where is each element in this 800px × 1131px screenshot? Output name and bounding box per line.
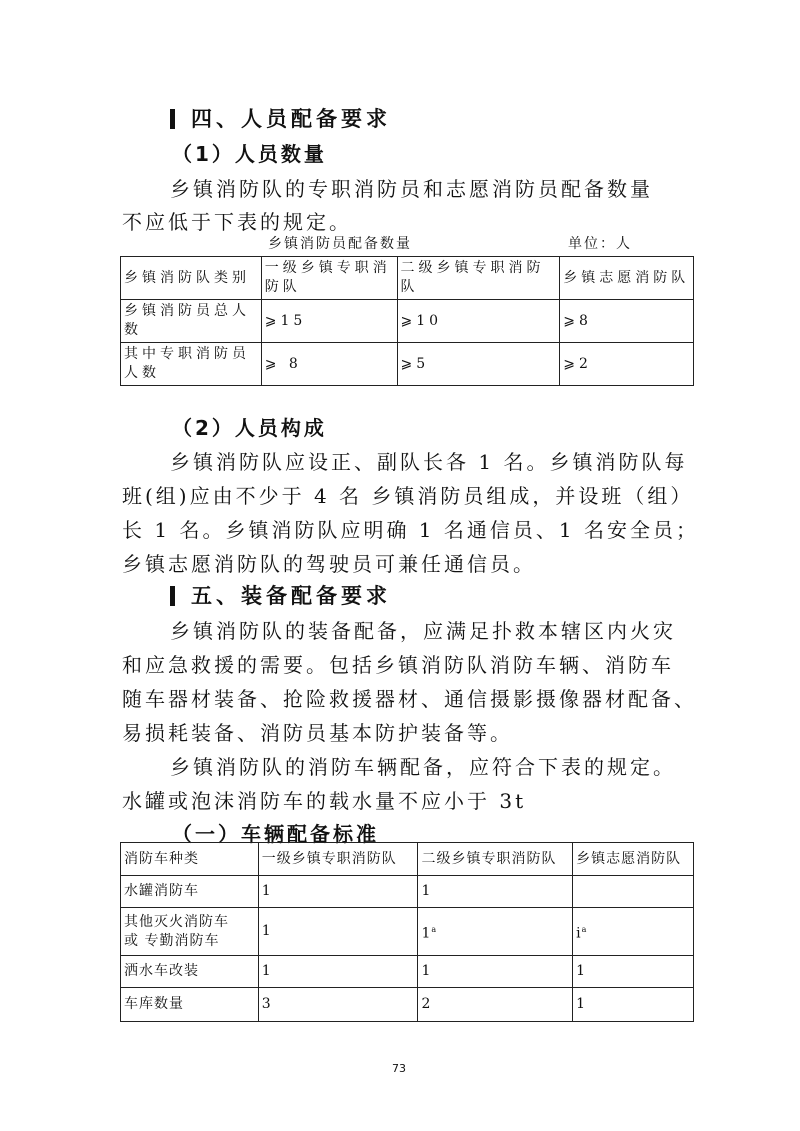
paragraph-line: 易损耗装备、消防员基本防护装备等。	[122, 721, 513, 745]
heading-bar-marker	[170, 109, 175, 129]
subheading-personnel-composition: （2）人员构成	[172, 416, 327, 440]
paragraph-line: 乡镇消防队的专职消防员和志愿消防员配备数量	[170, 177, 653, 201]
table-cell: 1	[573, 956, 694, 988]
table-cell: ⩾10	[397, 300, 560, 343]
table-cell	[573, 908, 694, 956]
personnel-table	[120, 256, 694, 386]
subheading-vehicle-standard: （一）车辆配备标准	[172, 822, 379, 846]
table-row	[121, 908, 694, 956]
section-heading-5	[170, 580, 391, 610]
table-header-cell: 二级乡镇专职消防队	[418, 843, 573, 876]
table-header-cell: 乡镇志愿消防队	[560, 257, 694, 300]
vehicle-table	[120, 842, 694, 1022]
table-cell: 1	[418, 876, 573, 908]
paragraph-line: 班(组)应由不少于 4 名 乡镇消防员组成，并设班（组）	[122, 484, 694, 508]
subheading-personnel-count: （1）人员数量	[172, 142, 327, 166]
paragraph-line: 水罐或泡沫消防车的载水量不应小于 3t	[122, 789, 527, 813]
paragraph-line: 乡镇消防队应设正、副队长各 1 名。乡镇消防队每	[170, 450, 688, 474]
cell-value: 1	[421, 925, 432, 942]
table-cell	[418, 908, 573, 956]
table-cell: ⩾15	[261, 300, 397, 343]
table-row	[121, 876, 694, 908]
table-cell: 水罐消防车	[121, 876, 259, 908]
paragraph-line: 和应急救援的需要。包括乡镇消防队消防车辆、消防车	[122, 653, 674, 677]
paragraph-line: 乡镇志愿消防队的驾驶员可兼任通信员。	[122, 552, 536, 576]
table-cell: ⩾5	[397, 343, 560, 386]
table-header-cell: 消防车种类	[121, 843, 259, 876]
table-cell: ⩾ 8	[261, 343, 397, 386]
table-cell: 乡镇消防员总人数	[121, 300, 262, 343]
cell-line: 或 专勤消防车	[124, 932, 220, 949]
heading-bar-marker	[170, 586, 175, 606]
cell-line: 其他灭火消防车	[124, 913, 229, 930]
table-header-row	[121, 257, 694, 300]
page-number: 73	[392, 1062, 406, 1075]
section-heading-4	[170, 103, 391, 133]
paragraph-line: 随车器材装备、抢险救援器材、通信摄影摄像器材配备、	[122, 687, 697, 711]
table-header-cell: 乡镇志愿消防队	[573, 843, 694, 876]
table-header-cell: 一级乡镇专职消防队	[261, 257, 397, 300]
table-cell: ⩾2	[560, 343, 694, 386]
section-4-title: 四、人员配备要求	[191, 107, 391, 131]
table-cell: 洒水车改装	[121, 956, 259, 988]
table-cell: 其中专职消防员人数	[121, 343, 262, 386]
table-cell: 3	[258, 988, 418, 1022]
footnote-marker: a	[581, 924, 588, 934]
cell-value: i	[576, 925, 582, 942]
paragraph-line: 长 1 名。乡镇消防队应明确 1 名通信员、1 名安全员；	[122, 518, 699, 542]
table-header-row	[121, 843, 694, 876]
table1-unit: 单位：人	[568, 236, 632, 252]
paragraph-line: 不应低于下表的规定。	[122, 210, 352, 234]
table-cell: 1	[258, 876, 418, 908]
footnote-marker: a	[431, 924, 438, 934]
section-5-title: 五、装备配备要求	[191, 584, 391, 608]
table-cell	[573, 876, 694, 908]
table-header-cell: 乡镇消防队类别	[121, 257, 262, 300]
table-cell: 车库数量	[121, 988, 259, 1022]
table-cell: 1	[258, 908, 418, 956]
table-cell	[121, 908, 259, 956]
table-row	[121, 300, 694, 343]
table-cell: 2	[418, 988, 573, 1022]
table-cell: 1	[573, 988, 694, 1022]
table-cell: 1	[258, 956, 418, 988]
table-cell: 1	[418, 956, 573, 988]
table-header-cell: 二级乡镇专职消防队	[397, 257, 560, 300]
table-cell: ⩾8	[560, 300, 694, 343]
table-row	[121, 343, 694, 386]
table-row	[121, 988, 694, 1022]
paragraph-line: 乡镇消防队的消防车辆配备，应符合下表的规定。	[170, 755, 676, 779]
table1-caption: 乡镇消防员配备数量	[268, 236, 412, 252]
paragraph-line: 乡镇消防队的装备配备，应满足扑救本辖区内火灾	[170, 619, 676, 643]
table-row	[121, 956, 694, 988]
table-header-cell: 一级乡镇专职消防队	[258, 843, 418, 876]
